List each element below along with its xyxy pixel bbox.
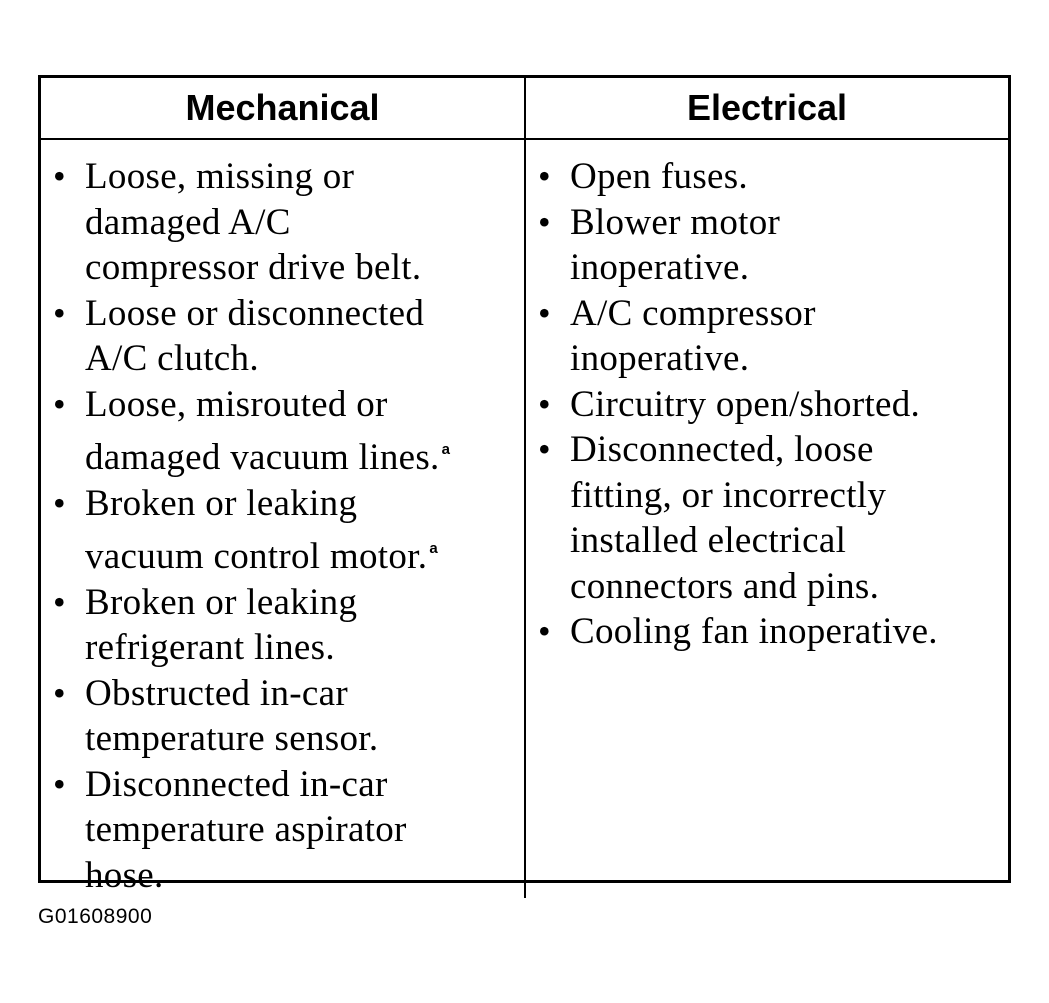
cause-text: Broken or leaking refrigerant lines.: [85, 581, 358, 668]
cause-text: Cooling fan inoperative.: [570, 611, 938, 652]
bullet-icon: •: [53, 672, 66, 713]
cause-item: [534, 200, 1000, 291]
electrical-causes-cell: [526, 140, 1008, 898]
cause-text: Blower motor inoperative.: [570, 201, 781, 288]
mechanical-column-header: Mechanical: [41, 78, 526, 140]
diagnosis-table: [38, 75, 1011, 896]
cause-text: Broken or leaking vacuum control motor.: [85, 482, 428, 577]
cause-item: [534, 291, 1000, 382]
bullet-icon: •: [538, 156, 551, 196]
bullet-icon: •: [53, 156, 66, 196]
cause-item: [49, 762, 516, 899]
mechanical-causes-list: [49, 154, 516, 898]
footnote-mark: a: [429, 540, 438, 557]
cause-item: [49, 481, 516, 580]
cause-text: Disconnected, loose fitting, or incorrectly installed electrical connectors and pins.: [570, 429, 887, 607]
cause-text: Loose, misrouted or damaged vacuum lines.: [85, 383, 440, 478]
mechanical-causes-cell: [41, 140, 526, 898]
bullet-icon: •: [53, 482, 66, 523]
bullet-icon: •: [538, 383, 551, 424]
cause-item: [49, 291, 516, 382]
bullet-icon: •: [53, 581, 66, 622]
footnote-mark: a: [441, 441, 451, 458]
cause-text: Loose or disconnected A/C clutch.: [85, 292, 425, 379]
cause-item: [49, 382, 516, 481]
cause-item: [49, 580, 516, 671]
figure-id: G01608900: [38, 905, 153, 928]
cause-item: [534, 609, 1000, 655]
cause-item: [534, 427, 1000, 609]
cause-text: A/C compressor inoperative.: [570, 292, 816, 379]
bullet-icon: •: [538, 429, 551, 469]
cause-text: Circuitry open/shorted.: [570, 383, 921, 425]
cause-text: Disconnected in-car temperature aspirator hose.: [85, 763, 407, 896]
bullet-icon: •: [53, 383, 66, 424]
cause-text: Open fuses.: [570, 156, 748, 197]
cause-text: Loose, missing or damaged A/C compressor drive belt.: [85, 156, 422, 288]
bullet-icon: •: [53, 292, 66, 333]
electrical-causes-list: [534, 154, 1000, 655]
bullet-icon: •: [538, 611, 551, 651]
cause-item: [49, 671, 516, 762]
bullet-icon: •: [53, 763, 66, 804]
bullet-icon: •: [538, 292, 551, 333]
bullet-icon: •: [538, 201, 551, 242]
cause-item: [534, 154, 1000, 200]
cause-text: Obstructed in-car temperature sensor.: [85, 672, 379, 759]
cause-item: [534, 382, 1000, 428]
cause-item: [49, 154, 516, 291]
electrical-column-header: Electrical: [526, 78, 1008, 140]
